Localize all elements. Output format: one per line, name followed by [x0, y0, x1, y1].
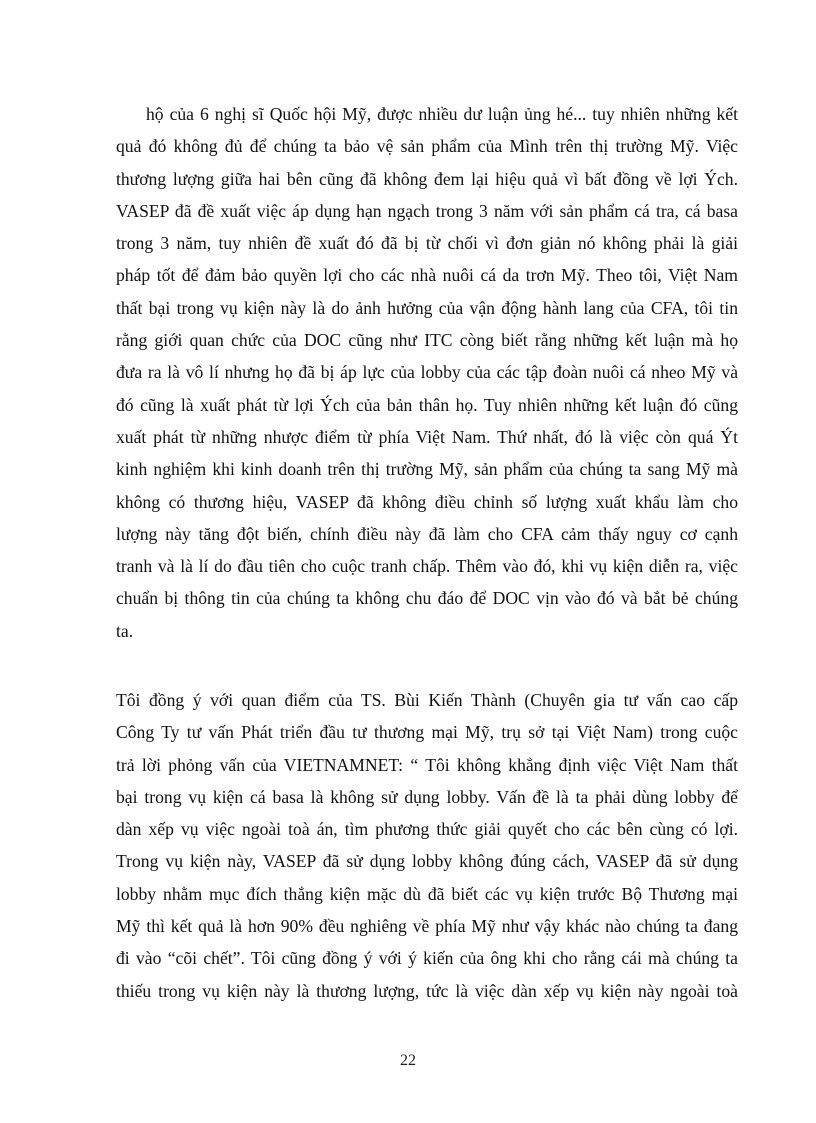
page-number: 22 [400, 1052, 416, 1069]
text-line: thương lượng giữa hai bên cũng đã không đem lại hiệu quả vì bất đồng về lợi Ých. [116, 168, 738, 189]
text-line: kinh nghiệm khi kinh doanh trên thị trường Mỹ, sản phẩm của chúng ta sang Mỹ mà [116, 459, 738, 480]
text-line: tranh và là lí do đầu tiên cho cuộc tranh chấp. Thêm vào đó, khi vụ kiện diễn ra, việc [116, 556, 738, 577]
text-line: xuất phát từ những nhược điểm từ phía Việt Nam. Thứ nhất, đó là việc còn quá Ýt [116, 426, 738, 447]
text-line: quả đó không đủ để chúng ta bảo vệ sản phẩm của Mình trên thị trường Mỹ. Việc [116, 136, 738, 157]
text-line: trong 3 năm, tuy nhiên đề xuất đó đã bị từ chối vì đơn giản nó không phải là giải [116, 233, 738, 254]
text-line: thiếu trong vụ kiện này là thương lượng, tức là việc dàn xếp vụ kiện này ngoài toà [116, 980, 738, 1001]
text-line: đưa ra là vô lí nhưng họ đã bị áp lực của lobby của các tập đoàn nuôi cá nheo Mỹ và [116, 362, 738, 383]
text-line: chuẩn bị thông tin của chúng ta không chu đáo để DOC vịn vào đó và bắt bẻ chúng [116, 588, 738, 609]
text-line: Trong vụ kiện này, VASEP đã sử dụng lobby không đúng cách, VASEP đã sử dụng [116, 851, 738, 872]
text-line: thất bại trong vụ kiện này là do ảnh hưởng của vận động hành lang của CFA, tôi tin [116, 297, 738, 318]
text-line: lobby nhằm mục đích thắng kiện mặc dù đã biết các vụ kiện trước Bộ Thương mại [116, 883, 738, 904]
text-line: hộ của 6 nghị sĩ Quốc hội Mỹ, được nhiều dư luận ủng hé... tuy nhiên những kết [146, 104, 738, 124]
text-line: Mỹ thì kết quả là hơn 90% đều nghiêng về phía Mỹ như vậy khác nào chúng ta đang [116, 916, 738, 937]
text-line: rằng giới quan chức của DOC cũng như ITC còng biết rằng những kết luận mà họ [116, 330, 738, 351]
paragraph-2 [116, 684, 738, 1007]
text-line: ta. [116, 620, 134, 641]
text-line: bại trong vụ kiện cá basa là không sử dụng lobby. Vấn đề là ta phải dùng lobby để [116, 786, 738, 807]
text-line: VASEP đã đề xuất việc áp dụng hạn ngạch trong 3 năm với sản phẩm cá tra, cá basa [116, 200, 738, 221]
text-line: Tôi đồng ý với quan điểm của TS. Bùi Kiến Thành (Chuyên gia tư vấn cao cấp [116, 690, 738, 710]
text-line: không có thương hiệu, VASEP đã không điều chỉnh số lượng xuất khẩu làm cho [116, 491, 738, 512]
text-line: trả lời phỏng vấn của VIETNAMNET: “ Tôi không khẳng định việc Việt Nam thất [116, 754, 738, 775]
text-line: pháp tốt để đảm bảo quyền lợi cho các nhà nuôi cá da trơn Mỹ. Theo tôi, Việt Nam [116, 265, 738, 286]
text-line: đó cũng là xuất phát từ lợi Ých của bản thân họ. Tuy nhiên những kết luận đó cũng [116, 394, 738, 415]
paragraph-1 [116, 98, 738, 647]
text-line: Công Ty tư vấn Phát triển đầu tư thương mại Mỹ, trụ sở tại Việt Nam) trong cuộc [116, 722, 738, 743]
text-line: lượng này tăng đột biến, chính điều này đã làm cho CFA cảm thấy nguy cơ cạnh [116, 523, 738, 544]
text-line: dàn xếp vụ việc ngoài toà án, tìm phương thức giải quyết cho các bên cùng có lợi. [116, 819, 738, 840]
text-line: đi vào “cõi chết”. Tôi cũng đồng ý với ý kiến của ông khi cho rằng cái mà chúng ta [116, 948, 738, 969]
